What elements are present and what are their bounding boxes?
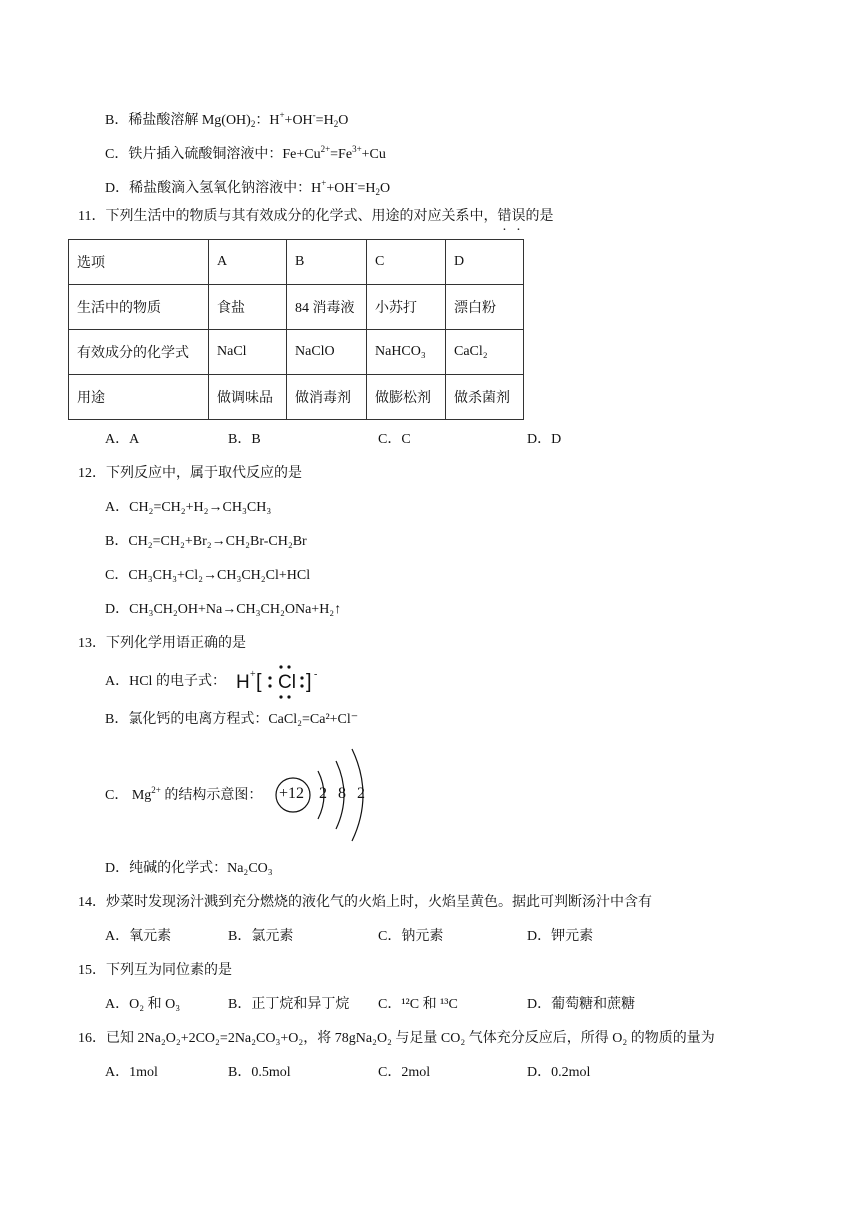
q12-option-b: B．CH₂=CH₂+Br₂→CH₂Br-CH₂Br bbox=[105, 534, 307, 549]
shell-3-count: 2 bbox=[357, 785, 365, 802]
q12-option-c: C．CH₃CH₃+Cl₂→CH₃CH₂Cl+HCl bbox=[105, 568, 311, 583]
q11-option-a: A．A bbox=[105, 432, 140, 447]
q16-option-c: C．2mol bbox=[378, 1065, 431, 1080]
q14-option-b: B．氯元素 bbox=[228, 929, 294, 944]
q11-option-b: B．B bbox=[228, 432, 261, 447]
q15-option-b: B．正丁烷和异丁烷 bbox=[228, 997, 350, 1012]
emphasis-char: 误 bbox=[511, 209, 526, 224]
shell-1-count: 2 bbox=[319, 785, 327, 802]
table-cell: B bbox=[287, 240, 367, 285]
table-row bbox=[69, 285, 524, 330]
q14-option-d: D．钾元素 bbox=[527, 929, 594, 944]
table-cell: 选项 bbox=[69, 240, 209, 285]
table-cell: 做消毒剂 bbox=[287, 375, 367, 420]
q11-table bbox=[68, 239, 524, 420]
table-cell: 做膨松剂 bbox=[367, 375, 446, 420]
table-row bbox=[69, 330, 524, 375]
q13-option-d: D．纯碱的化学式：Na₂CO₃ bbox=[105, 861, 273, 876]
table-row bbox=[69, 375, 524, 420]
table-cell: NaCl bbox=[209, 330, 287, 375]
q11-stem: 11．下列生活中的物质与其有效成分的化学式、用途的对应关系中，错误的是 bbox=[78, 207, 553, 227]
nucleus-charge: +12 bbox=[279, 785, 305, 802]
q16-option-a: A．1mol bbox=[105, 1065, 158, 1080]
q12-option-a: A．CH₂=CH₂+H₂→CH₃CH₃ bbox=[105, 500, 272, 515]
q12-stem: 12．下列反应中，属于取代反应的是 bbox=[78, 466, 302, 481]
electron-dots bbox=[236, 663, 326, 701]
q13-option-a: A．HCl 的电子式： bbox=[105, 674, 226, 689]
q13-option-c: C． $Mg^{2+}$ 的结构示意图： bbox=[105, 785, 263, 803]
electron-formula-hcl: H + [ Cl ] - bbox=[236, 663, 326, 701]
q10-option-b: B．稀盐酸溶解 $Mg(OH)_2$：$H^++OH^-=H_2O$ bbox=[105, 110, 349, 129]
q11-option-d: D．D bbox=[527, 432, 562, 447]
table-cell: 84 消毒液 bbox=[287, 285, 367, 330]
q16-stem: 16．已知 2Na₂O₂+2CO₂=2Na₂CO₃+O₂，将 78gNa₂O₂ 与足量 CO₂ 气体充分反应后，所得 O₂ 的物质的量为 bbox=[78, 1031, 715, 1046]
table-cell: A bbox=[209, 240, 287, 285]
table-cell: 小苏打 bbox=[367, 285, 446, 330]
shell-2-count: 8 bbox=[338, 785, 346, 802]
table-cell: NaHCO₃ bbox=[367, 330, 446, 375]
table-cell: 用途 bbox=[69, 375, 209, 420]
q10-option-c: C．铁片插入硫酸铜溶液中：$Fe+Cu^{2+}=Fe^{3+}+Cu$ bbox=[105, 144, 386, 162]
q13-stem: 13．下列化学用语正确的是 bbox=[78, 636, 246, 651]
table-cell: 生活中的物质 bbox=[69, 285, 209, 330]
table-cell: D bbox=[446, 240, 524, 285]
table-cell: NaClO bbox=[287, 330, 367, 375]
q15-option-d: D．葡萄糖和蔗糖 bbox=[527, 997, 636, 1012]
q15-stem: 15．下列互为同位素的是 bbox=[78, 963, 232, 978]
q10-option-d: D．稀盐酸滴入氢氧化钠溶液中：$H^++OH^-=H_2O$ bbox=[105, 178, 391, 197]
table-cell: 漂白粉 bbox=[446, 285, 524, 330]
table-cell: 食盐 bbox=[209, 285, 287, 330]
table-row bbox=[69, 240, 524, 285]
q16-option-b: B．0.5mol bbox=[228, 1065, 291, 1080]
q14-option-c: C．钠元素 bbox=[378, 929, 444, 944]
q11-option-c: C．C bbox=[378, 432, 411, 447]
mg-structure-diagram bbox=[270, 743, 380, 847]
table-cell: 有效成分的化学式 bbox=[69, 330, 209, 375]
q13-option-b: B．氯化钙的电离方程式：CaCl₂=Ca²+Cl⁻ bbox=[105, 712, 359, 727]
q12-option-d: D．CH₃CH₂OH+Na→CH₃CH₂ONa+H₂↑ bbox=[105, 602, 342, 617]
table-cell: C bbox=[367, 240, 446, 285]
q14-stem: 14．炒菜时发现汤汁溅到充分燃烧的液化气的火焰上时，火焰呈黄色。据此可判断汤汁中含有 bbox=[78, 895, 652, 910]
q15-option-c: C．¹²C 和 ¹³C bbox=[378, 997, 458, 1012]
table-cell: 做杀菌剂 bbox=[446, 375, 524, 420]
q15-option-a: A．O₂ 和 O₃ bbox=[105, 997, 181, 1012]
q14-option-a: A．氧元素 bbox=[105, 929, 172, 944]
emphasis-char: 错 bbox=[497, 209, 512, 224]
table-cell: 做调味品 bbox=[209, 375, 287, 420]
table-cell: CaCl₂ bbox=[446, 330, 524, 375]
q16-option-d: D．0.2mol bbox=[527, 1065, 591, 1080]
